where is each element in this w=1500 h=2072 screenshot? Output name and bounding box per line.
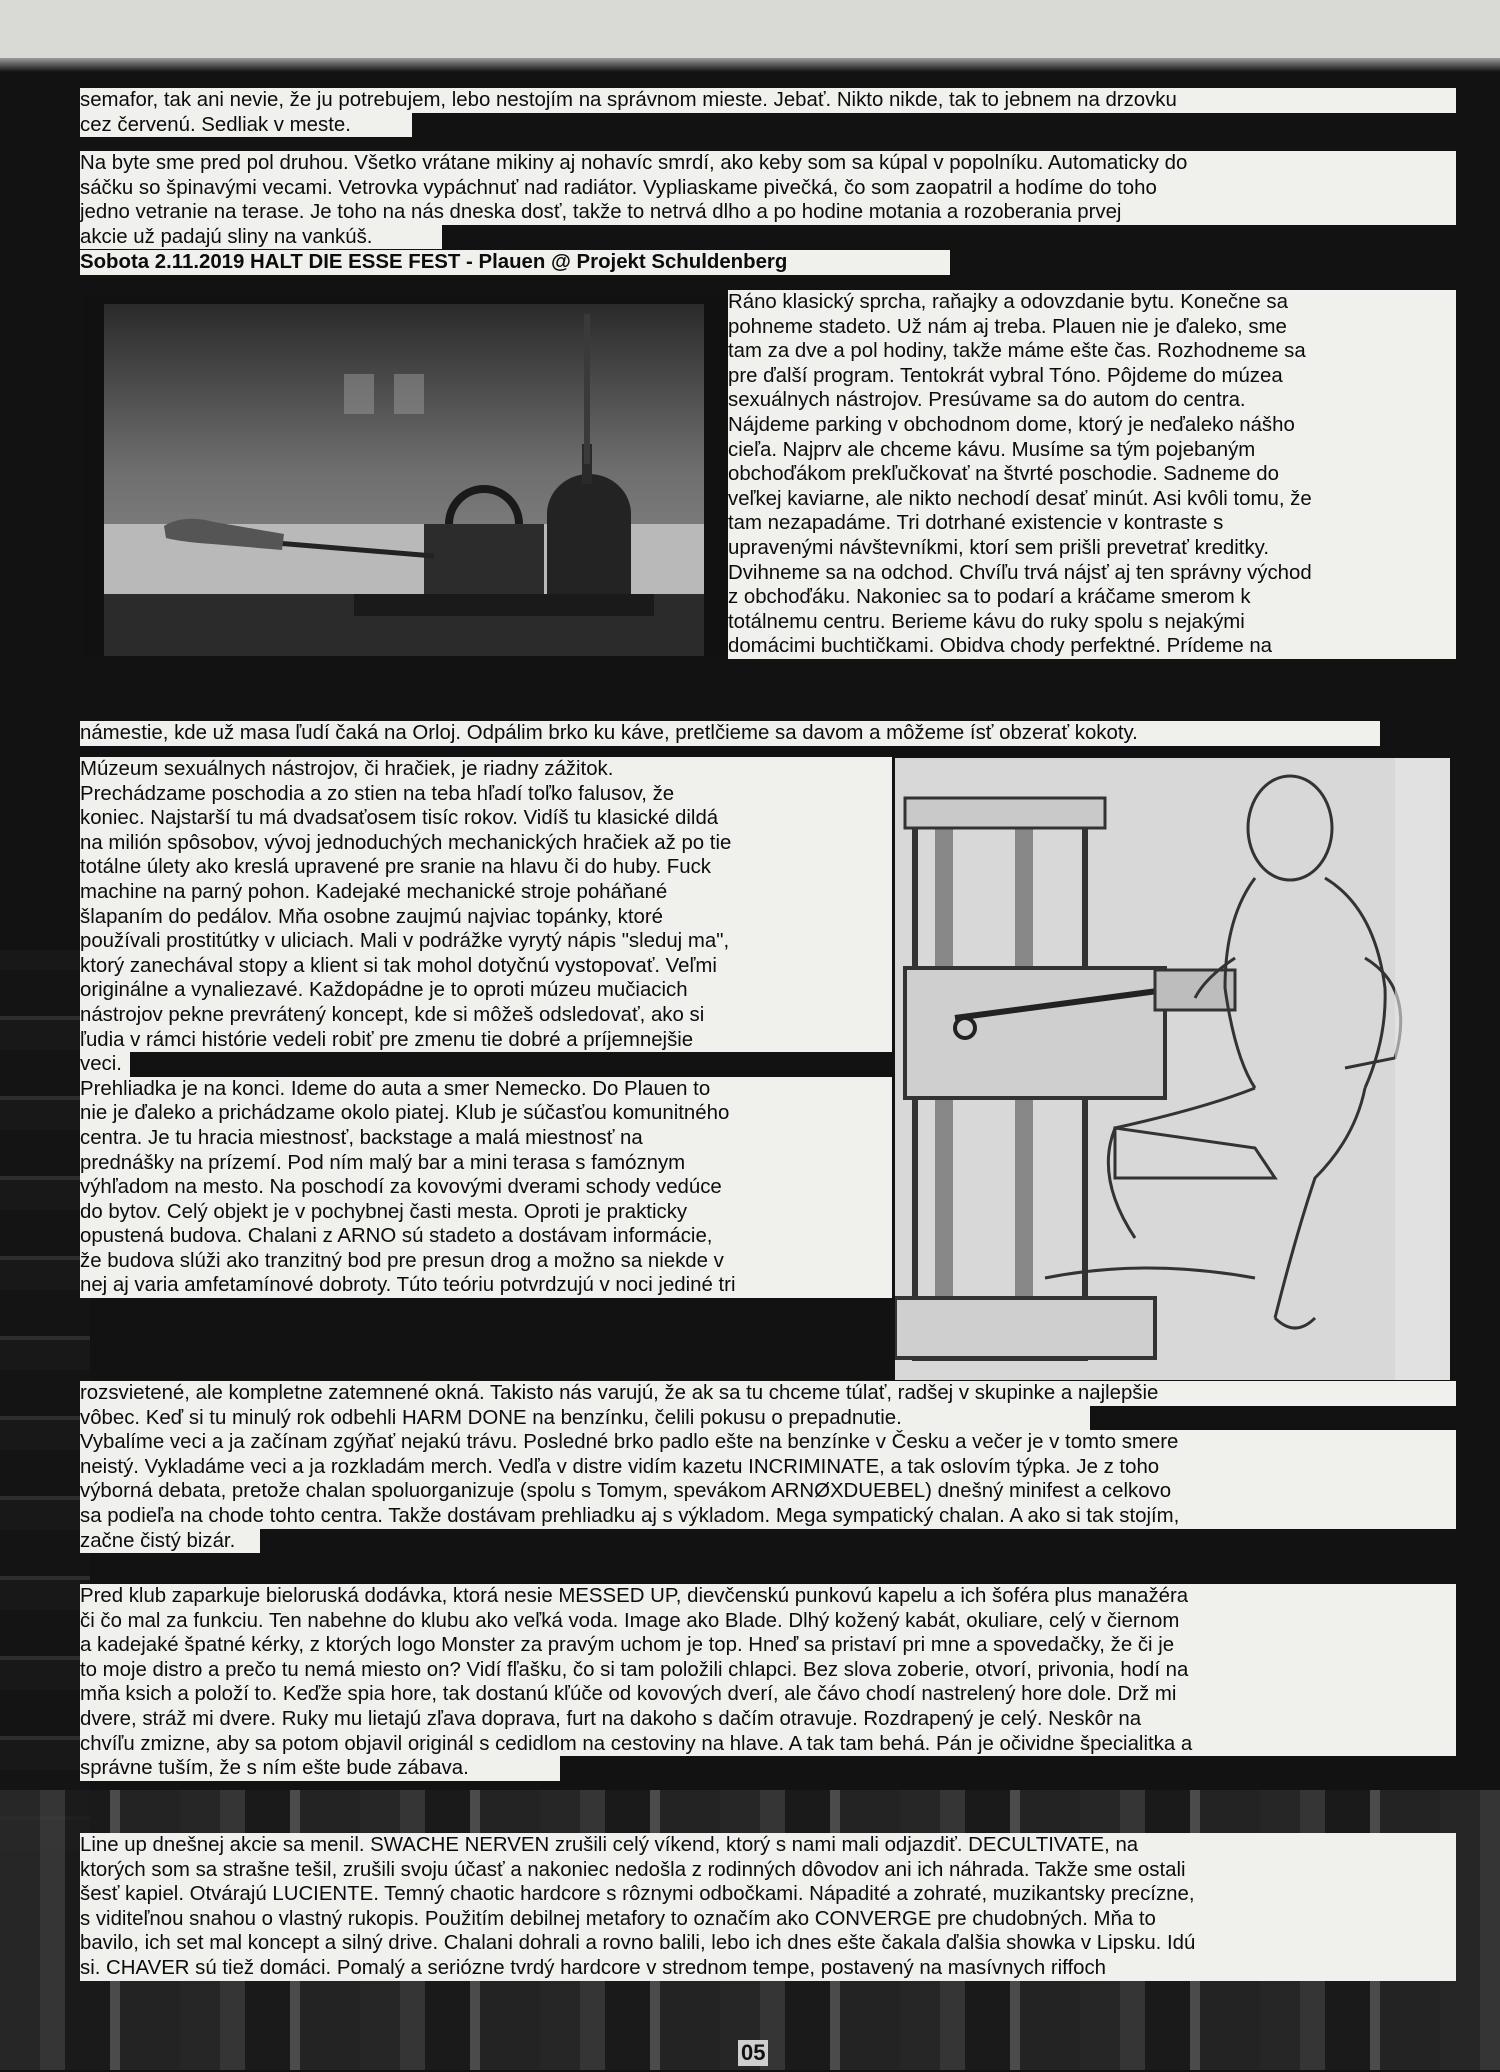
- text-line: šesť kapiel. Otvárajú LUCIENTE. Temný chaotic hardcore s rôznymi odbočkami. Nápadité a zohraté, muzikantsky precízne,: [80, 1882, 1456, 1907]
- text-line: používali prostitútky v uliciach. Mali v podrážke vyrytý nápis "sleduj ma",: [80, 929, 892, 954]
- text-line: upravenými návštevníkmi, ktorí sem prišli prevetrať kreditky.: [728, 536, 1456, 561]
- text-line: nástrojov pekne prevrátený koncept, kde si môžeš odsledovať, ako si: [80, 1003, 892, 1028]
- paragraph-museum: [80, 757, 892, 1298]
- text-line: tam nezapadáme. Tri dotrhané existencie v kontraste s: [728, 511, 1456, 536]
- left-edge-texture: [0, 950, 90, 1850]
- text-line: Ráno klasický sprcha, raňajky a odovzdanie bytu. Konečne sa: [728, 290, 1456, 315]
- text-line: originálne a vynaliezavé. Každopádne je to oproti múzeu mučiacich: [80, 978, 892, 1003]
- photo-machine-drawing: [895, 758, 1450, 1380]
- text-line: machine na parný pohon. Kadejaké mechanické stroje poháňané: [80, 880, 892, 905]
- text-line: cez červenú. Sedliak v meste.: [80, 113, 412, 138]
- text-line: ľudia v rámci histórie vedeli robiť pre zmenu tie dobré a príjemnejšie: [80, 1028, 892, 1053]
- paragraph-arrival: [80, 151, 1456, 249]
- paragraph-square: [80, 721, 1380, 746]
- text-line: a kadejaké špatné kérky, z ktorých logo Monster za pravým uchom je top. Hneď sa pristaví pri mne a spovedačky, že či je: [80, 1633, 1456, 1658]
- text-line: Múzeum sexuálnych nástrojov, či hračiek, je riadny zážitok.: [80, 757, 892, 782]
- text-line: z obchoďáku. Nakoniec sa to podarí a kráčame smerom k: [728, 585, 1456, 610]
- text-line: do bytov. Celý objekt je v pochybnej časti mesta. Oproti je prakticky: [80, 1200, 892, 1225]
- text-line: pre ďalší program. Tentokrát vybral Tóno. Pôjdeme do múzea: [728, 364, 1456, 389]
- text-line: veľkej kaviarne, ale nikto nechodí desať minút. Asi kvôli tomu, že: [728, 487, 1456, 512]
- section-heading: [80, 250, 950, 275]
- text-line: cieľa. Najprv ale chceme kávu. Musíme sa tým pojebaným: [728, 438, 1456, 463]
- text-line: pohneme stadeto. Už nám aj treba. Plauen nie je ďaleko, sme: [728, 315, 1456, 340]
- text-line: veci.: [80, 1052, 130, 1077]
- paragraph-lineup: [80, 1833, 1456, 1981]
- text-line: nie je ďaleko a prichádzame okolo piatej. Klub je súčasťou komunitného: [80, 1101, 892, 1126]
- text-line: tam za dve a pol hodiny, takže máme ešte čas. Rozhodneme sa: [728, 339, 1456, 364]
- text-line: správne tuším, že s ním ešte bude zábava.: [80, 1756, 560, 1781]
- text-line: nej aj varia amfetamínové dobroty. Túto teóriu potvrdzujú v noci jediné tri: [80, 1273, 892, 1298]
- paragraph-morning: [728, 290, 1456, 659]
- text-line: opustená budova. Chalani z ARNO sú stadeto a dostávam informácie,: [80, 1224, 892, 1249]
- text-line: Vybalíme veci a ja začínam zgýňať nejakú trávu. Posledné brko padlo ešte na benzínke v Česku a večer je v tomto smere: [80, 1430, 1456, 1455]
- text-line: šlapaním do pedálov. Mňa osobne zaujmú najviac topánky, ktoré: [80, 905, 892, 930]
- text-line: si. CHAVER sú tiež domáci. Pomalý a seriózne tvrdý hardcore v strednom tempe, postavený na masívnych riffoch: [80, 1956, 1456, 1981]
- text-line: domácimi buchtičkami. Obidva chody perfektné. Prídeme na: [728, 634, 1456, 659]
- heading-text: Sobota 2.11.2019 HALT DIE ESSE FEST - Plauen @ Projekt Schuldenberg: [80, 250, 950, 275]
- paragraph-messed-up: [80, 1584, 1456, 1781]
- text-line: jedno vetranie na terase. Je toho na nás dneska dosť, takže to netrvá dlho a po hodine motania a rozoberania prvej: [80, 200, 1456, 225]
- text-line: bavilo, ich set mal koncept a silný drive. Chalani dohrali a rovno balili, lebo ich dnes ešte čakala ďalšia showka v Lipsku. Idú: [80, 1931, 1456, 1956]
- text-line: mňa ksich a položí to. Keďže spia hore, tak dostanú kľúče od kovových dverí, ale čávo chodí nastrelený hore dole. Drž mi: [80, 1682, 1456, 1707]
- text-line: Prechádzame poschodia a zo stien na teba hľadí toľko falusov, že: [80, 782, 892, 807]
- photo-steam-machine: [84, 294, 728, 656]
- text-line: sáčku so špinavými vecami. Vetrovka vypáchnuť nad radiátor. Vypliaskame pivečká, čo som zaopatril a hodíme do toho: [80, 176, 1456, 201]
- paragraph-arrival-club: [80, 1381, 1456, 1553]
- text-line: obchoďákom prekľučkovať na štvrté poschodie. Sadneme do: [728, 462, 1456, 487]
- text-line: námestie, kde už masa ľudí čaká na Orloj. Odpálim brko ku káve, pretlčieme sa davom a môžeme ísť obzerať kokoty.: [80, 721, 1380, 746]
- text-line: či čo mal za funkciu. Ten nabehne do klubu ako veľká voda. Image ako Blade. Dlhý kožený kabát, okuliare, celý v čiernom: [80, 1609, 1456, 1634]
- text-line: Dvihneme sa na odchod. Chvíľu trvá nájsť aj ten správny východ: [728, 561, 1456, 586]
- text-line: že budova slúži ako tranzitný bod pre presun drog a možno sa niekde v: [80, 1249, 892, 1274]
- text-line: Na byte sme pred pol druhou. Všetko vrátane mikiny aj nohavíc smrdí, ako keby som sa kúpal v popolníku. Automaticky do: [80, 151, 1456, 176]
- text-line: totálnemu centru. Berieme kávu do ruky spolu s nejakými: [728, 610, 1456, 635]
- text-line: rozsvietené, ale kompletne zatemnené okná. Takisto nás varujú, že ak sa tu chceme túlať, radšej v skupinke a najlepšie: [80, 1381, 1456, 1406]
- text-line: sa podieľa na chode tohto centra. Takže dostávam prehliadku aj s výkladom. Mega sympatický chalan. A ako si tak stojím,: [80, 1504, 1456, 1529]
- text-line: Line up dnešnej akcie sa menil. SWACHE NERVEN zrušili celý víkend, ktorý s nami mali odjazdiť. DECULTIVATE, na: [80, 1833, 1456, 1858]
- text-line: ktorých som sa strašne tešil, zrušili svoju účasť a nakoniec nedošla z rodinných dôvodov ani ich náhrada. Takže sme ostali: [80, 1858, 1456, 1883]
- text-line: chvíľu zmizne, aby sa potom objavil originál s cedidlom na cestoviny na hlave. A tak tam behá. Pán je očividne špecialitka a: [80, 1732, 1456, 1757]
- text-line: akcie už padajú sliny na vankúš.: [80, 225, 442, 250]
- text-line: na milión spôsobov, vývoj jednoduchých mechanických hračiek až po tie: [80, 831, 892, 856]
- text-line: prednášky na prízemí. Pod ním malý bar a mini terasa s famóznym: [80, 1151, 892, 1176]
- text-line: sexuálnych nástrojov. Presúvame sa do autom do centra.: [728, 388, 1456, 413]
- text-line: začne čistý bizár.: [80, 1529, 260, 1554]
- text-line: to moje distro a prečo tu nemá miesto on? Vidí fľašku, čo si tam položili chlapci. Bez slova zoberie, otvorí, privonia, hodí na: [80, 1658, 1456, 1683]
- text-line: dvere, stráž mi dvere. Ruky mu lietajú zľava doprava, furt na dakoho s dačím otravuje. Rozdrapený je celý. Neskôr na: [80, 1707, 1456, 1732]
- text-line: semafor, tak ani nevie, že ju potrebujem, lebo nestojím na správnom mieste. Jebať. Nikto nikde, tak to jebnem na drzovku: [80, 88, 1456, 113]
- text-line: Nájdeme parking v obchodnom dome, ktorý je neďaleko nášho: [728, 413, 1456, 438]
- page-number: 05: [738, 2040, 768, 2066]
- text-line: výborná debata, pretože chalan spoluorganizuje (spolu s Tomym, spevákom ARNØXDUEBEL) dnešný minifest a celkovo: [80, 1479, 1456, 1504]
- text-line: výhľadom na mesto. Na poschodí za kovovými dverami schody vedúce: [80, 1175, 892, 1200]
- text-line: s viditeľnou snahou o vlastný rukopis. Použitím debilnej metafory to označím ako CONVERGE pre chudobných. Mňa to: [80, 1907, 1456, 1932]
- text-line: totálne úlety ako kreslá upravené pre sranie na hlavu či do huby. Fuck: [80, 855, 892, 880]
- text-line: Prehliadka je na konci. Ideme do auta a smer Nemecko. Do Plauen to: [80, 1077, 892, 1102]
- text-line: koniec. Najstarší tu má dvadsaťosem tisíc rokov. Vidíš tu klasické dildá: [80, 806, 892, 831]
- text-line: neistý. Vykladáme veci a ja rozkladám merch. Vedľa v distre vidím kazetu INCRIMINATE, a tak oslovím týpka. Je z toho: [80, 1455, 1456, 1480]
- paragraph-top: [80, 88, 1456, 137]
- text-line: ktorý zanechával stopy a klient si tak mohol dotyčnú vystopovať. Veľmi: [80, 954, 892, 979]
- text-line: vôbec. Keď si tu minulý rok odbehli HARM DONE na benzínku, čelili pokusu o prepadnutie.: [80, 1406, 1090, 1431]
- text-line: centra. Je tu hracia miestnosť, backstage a malá miestnosť na: [80, 1126, 892, 1151]
- text-line: Pred klub zaparkuje bieloruská dodávka, ktorá nesie MESSED UP, dievčenskú punkovú kapelu a ich šoféra plus manažéra: [80, 1584, 1456, 1609]
